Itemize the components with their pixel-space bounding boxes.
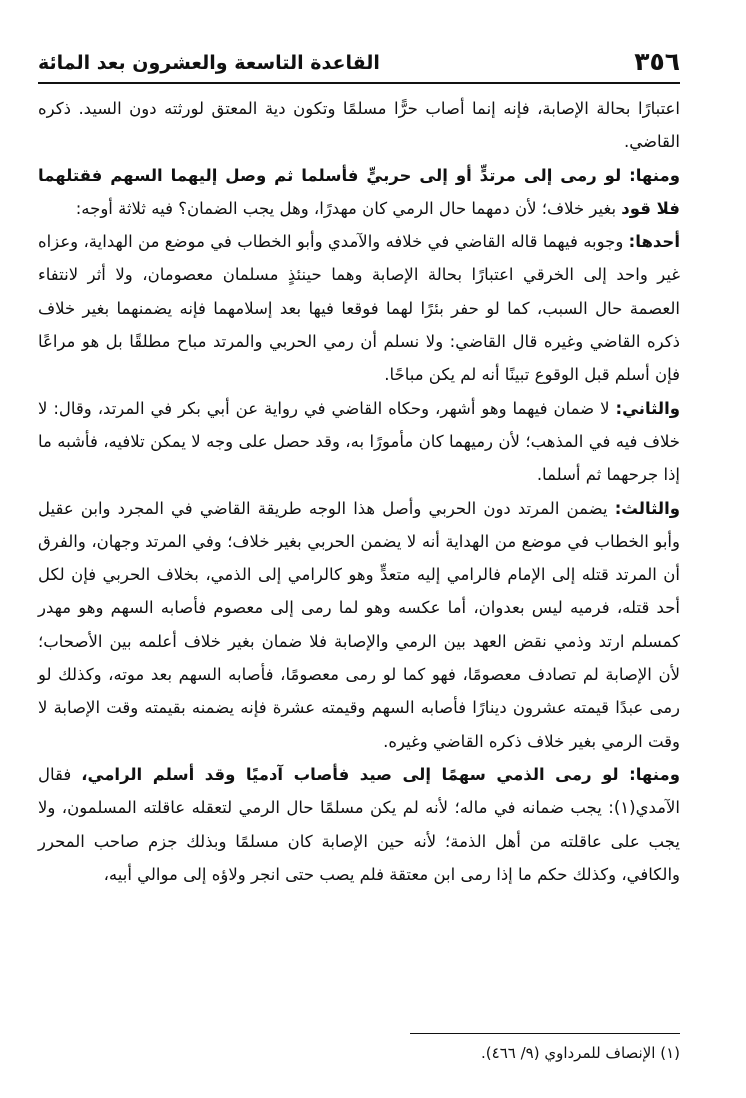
paragraph-text: بغير خلاف؛ لأن دمهما حال الرمي كان مهدرًا، وهل يجب الضمان؟ فيه ثلاثة أوجه: — [75, 198, 617, 218]
paragraph-lead: والثاني: — [615, 398, 680, 418]
paragraph-text: وجوبه فيهما قاله القاضي في خلافه والآمدي وأبو الخطاب في موضع من الهداية، وعزاه غير واحد إلى الخرقي اعتبارًا بحالة الإصابة وهما حينئذٍ مسلمان معصومان، ولا أثر لانتفاء العصمة حال السبب، كما لو حفر بئرًا لهما فوقعا فيها بعد إسلامهما فإنه يضمنهما بغير خلاف ذكره القاضي وغيره قال القاضي: ولا نسلم أن رمي الحربي والمرتد مباح مطلقًا بل هو مراعًا فإن أسلم قبل الوقوع تبينًا أنه لم يكن مباحًا. — [38, 232, 680, 385]
footnote-separator — [410, 1033, 680, 1034]
page-number: ٣٥٦ — [634, 47, 680, 76]
paragraph — [38, 392, 680, 492]
paragraph-lead: ومنها: لو رمى إلى مرتدٍّ أو إلى حربيٍّ فأسلما ثم وصل إليهما السهم فقتلهما فلا قود — [38, 165, 680, 218]
running-title: القاعدة التاسعة والعشرون بعد المائة — [38, 52, 380, 74]
paragraph-text: فقال الآمدي(١): يجب ضمانه في ماله؛ لأنه لم يكن مسلمًا حال الرمي لتعقله عاقلته المسلمون، ولا يجب على عاقلته من أهل الذمة؛ لأنه حين الإصابة كان مسلمًا وبذلك جزم صاحب المحرر والكافي، وكذلك حكم ما إذا رمى ابن معتقة فلم يصب حتى انجر ولاؤه إلى موالي أبيه، — [38, 764, 680, 884]
paragraph-text: اعتبارًا بحالة الإصابة، فإنه إنما أصاب حرًّا مسلمًا وتكون دية المعتق لورثته دون السيد. ذكره القاضي. — [38, 99, 680, 152]
page-header — [38, 30, 680, 84]
paragraph-text: يضمن المرتد دون الحربي وأصل هذا الوجه طريقة القاضي في المجرد وابن عقيل وأبو الخطاب في موضع من الهداية أنه لا يضمن الحربي بغير خلاف؛ وفي المرتد وجهان، والفرق أن المرتد قتله إلى الإمام فالرامي إليه متعدٍّ وهو كالرامي إلى الذمي، بخلاف الحربي فإن لكل أحد قتله، فرميه ليس بعدوان، أما عكسه وهو لما رمى إلى معصوم فأصابه السهم وهو مهدر كمسلم ارتد وذمي نقض العهد بين الرمي والإصابة فلا ضمان بغير خلاف أعلمه بين الأصحاب؛ لأن الإصابة لم تصادف معصومًا، فهو كما لو رمى معصومًا، فأصابه السهم بعد موته، وكذلك لو رمى عبدًا قيمته عشرون دينارًا فأصابه السهم وقيمته عشرة فإنه يضمنه بقيمته وقت الإصابة لا وقت الرمي بغير خلاف ذكره القاضي وغيره. — [38, 498, 680, 751]
paragraph — [38, 492, 680, 758]
paragraph — [38, 159, 680, 226]
paragraph-lead: ومنها: لو رمى الذمي سهمًا إلى صيد فأصاب آدميًا وقد أسلم الرامي، — [81, 764, 680, 784]
body-text — [38, 92, 680, 891]
paragraph — [38, 225, 680, 391]
footnote: (١) الإنصاف للمرداوي (٩/ ٤٦٦). — [481, 1044, 680, 1062]
paragraph — [38, 758, 680, 891]
paragraph-lead: أحدها: — [628, 232, 680, 252]
paragraph-text: لا ضمان فيهما وهو أشهر، وحكاه القاضي في رواية عن أبي بكر في المرتد، وقال: لا خلاف فيه في المذهب؛ لأن رميهما كان مأمورًا به، وقد حصل على وجه لا يمكن تلافيه، فأشبه ما إذا جرحهما ثم أسلما. — [38, 398, 680, 485]
paragraph-lead: والثالث: — [614, 498, 680, 518]
paragraph — [38, 92, 680, 159]
